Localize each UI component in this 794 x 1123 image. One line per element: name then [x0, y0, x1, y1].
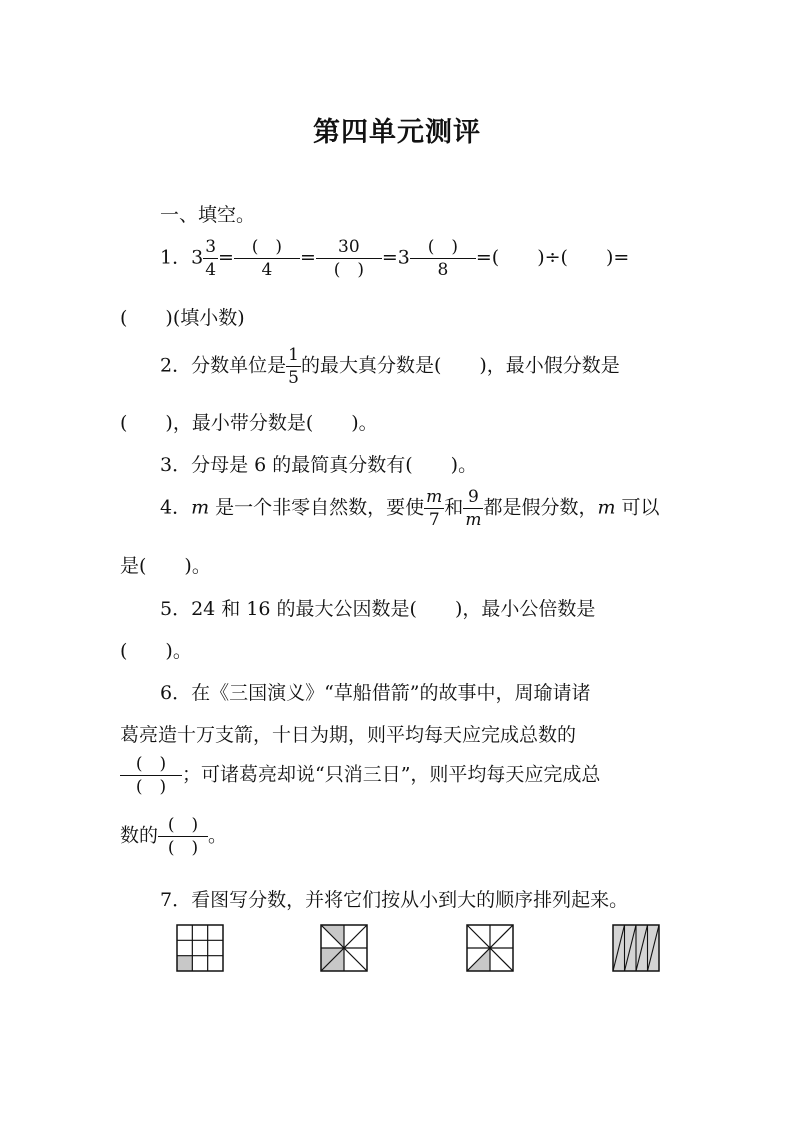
- figure-strips-diagonal: [612, 924, 660, 972]
- q1-fraction-3: $\frac{30}{( )}$: [316, 236, 382, 281]
- question-3: 3．分母是 6 的最简真分数有( )。: [160, 454, 478, 476]
- q4-fraction-1: $\frac{m}{7}$: [426, 487, 443, 530]
- q2-fraction: $\frac{1}{5}$: [288, 345, 299, 388]
- q6-fraction-1: $\frac{( )}{( )}$: [120, 753, 182, 798]
- q6-line-3: $\frac{( )}{( )}$ ；可诸葛亮却说“只消三日”，则平均每天应完成总: [120, 753, 600, 798]
- q1-number: 1．: [160, 246, 192, 269]
- figure-eighths-three-shaded: [320, 924, 368, 972]
- section-heading: 一、填空。: [160, 204, 256, 226]
- q1-fraction-4: $\frac{( )}{8}$: [410, 236, 476, 281]
- question-2: 2．分数单位是 $\frac{1}{5}$ 的最大真分数是( )，最小假分数是: [160, 345, 620, 388]
- q6-line-4: 数的 $\frac{( )}{( )}$ 。: [120, 815, 228, 858]
- q6-line-2: 葛亮造十万支箭，十日为期，则平均每天应完成总数的: [120, 724, 577, 746]
- q1-line-2: ( )(填小数): [120, 307, 245, 329]
- figure-grid-ninths: [176, 924, 224, 972]
- q1-fraction-2: $\frac{( )}{4}$: [234, 236, 300, 281]
- question-5: 5．24 和 16 的最大公因数是( )，最小公倍数是: [160, 598, 596, 620]
- q1-fraction-1: $\frac{3}{4}$: [205, 237, 217, 280]
- q4-fraction-2: $\frac{9}{m}$: [465, 487, 482, 530]
- q1-division-blank: =( )÷( )=: [475, 246, 630, 269]
- page-title: 第四单元测评: [313, 117, 481, 148]
- question-1: 1．3 $\frac{3}{4}$ = $\frac{( )}{4}$ = $\frac{30}{( )}$ =3 $\frac{( )}{8}$ =( )÷( )=: [160, 237, 630, 280]
- q5-line-2: ( )。: [120, 640, 192, 662]
- q2-line-2: ( )，最小带分数是( )。: [120, 412, 378, 434]
- question-6: 6．在《三国演义》“草船借箭”的故事中，周瑜请诸: [160, 682, 591, 704]
- question-7: 7．看图写分数，并将它们按从小到大的顺序排列起来。: [160, 889, 629, 911]
- q6-fraction-2: $\frac{( )}{( )}$: [158, 814, 208, 859]
- q1-whole: 3: [191, 246, 204, 269]
- q4-line-2: 是( )。: [120, 555, 211, 577]
- question-4: 4．m 是一个非零自然数，要使 $\frac{m}{7}$ 和 $\frac{9}{m}$ 都是假分数，m 可以: [160, 487, 660, 530]
- figure-eighths-one-shaded: [466, 924, 514, 972]
